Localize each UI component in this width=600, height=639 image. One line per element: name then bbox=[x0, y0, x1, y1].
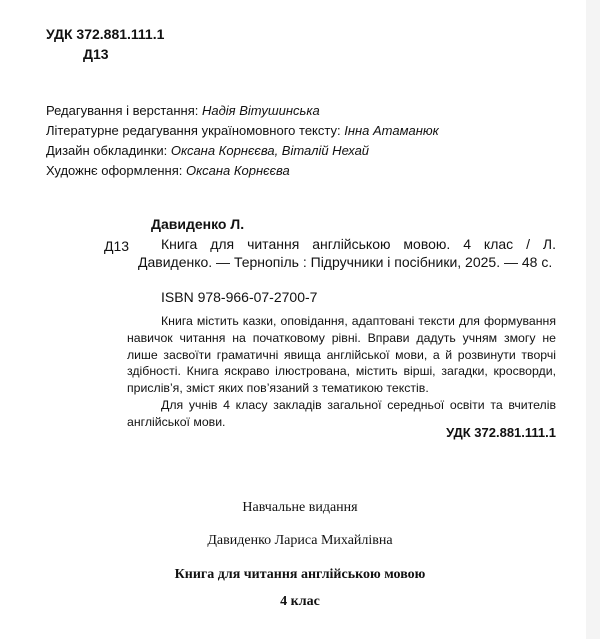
page-edge-shadow bbox=[586, 0, 600, 639]
annotation-paragraph-2: Для учнів 4 класу закладів загальної середньої освіти та вчителів англійської мови. bbox=[127, 397, 556, 429]
bibliography-description: Книга для читання англійською мовою. 4 клас / Л. Давиденко. — Тернопіль : Підручники і посібники, 2025. — 48 с. bbox=[138, 236, 556, 271]
book-title: Книга для читання англійською мовою bbox=[174, 567, 426, 582]
credit-line-literary-editing: Літературне редагування україномовного тексту: Інна Атаманюк bbox=[46, 123, 439, 138]
grade-label: 4 клас bbox=[280, 594, 320, 609]
bibliography-code: Д13 bbox=[104, 238, 130, 254]
bibliography-author: Давиденко Л. bbox=[151, 216, 245, 232]
annotation bbox=[127, 313, 556, 431]
udk-footer: УДК 372.881.111.1 bbox=[446, 425, 556, 440]
isbn: ISBN 978-966-07-2700-7 bbox=[161, 289, 318, 305]
annotation-paragraph-1: Книга містить казки, оповідання, адаптовані тексти для формування навичок читання на початковому рівні. Вправи дадуть учням змогу не лише засвоїти граматичні явища англійської мови, а й розвинути творчі здібності. Книга яскраво ілюстрована, містить вірші, загадки, кросворди, прислів’я, зміст яких пов’язаний з тематикою текстів. bbox=[127, 314, 556, 396]
author-full-name: Давиденко Лариса Михайлівна bbox=[207, 533, 393, 548]
edition-type: Навчальне видання bbox=[242, 500, 358, 515]
credits-block bbox=[46, 101, 439, 181]
credit-line-cover-design: Дизайн обкладинки: Оксана Корнєєва, Віталій Нехай bbox=[46, 143, 370, 158]
udk-header: УДК 372.881.111.1 bbox=[46, 26, 165, 42]
credit-line-art-design: Художнє оформлення: Оксана Корнєєва bbox=[46, 163, 290, 178]
credit-line-editing: Редагування і верстання: Надія Вітушинська bbox=[46, 103, 320, 118]
author-mark-code: Д13 bbox=[83, 46, 109, 62]
